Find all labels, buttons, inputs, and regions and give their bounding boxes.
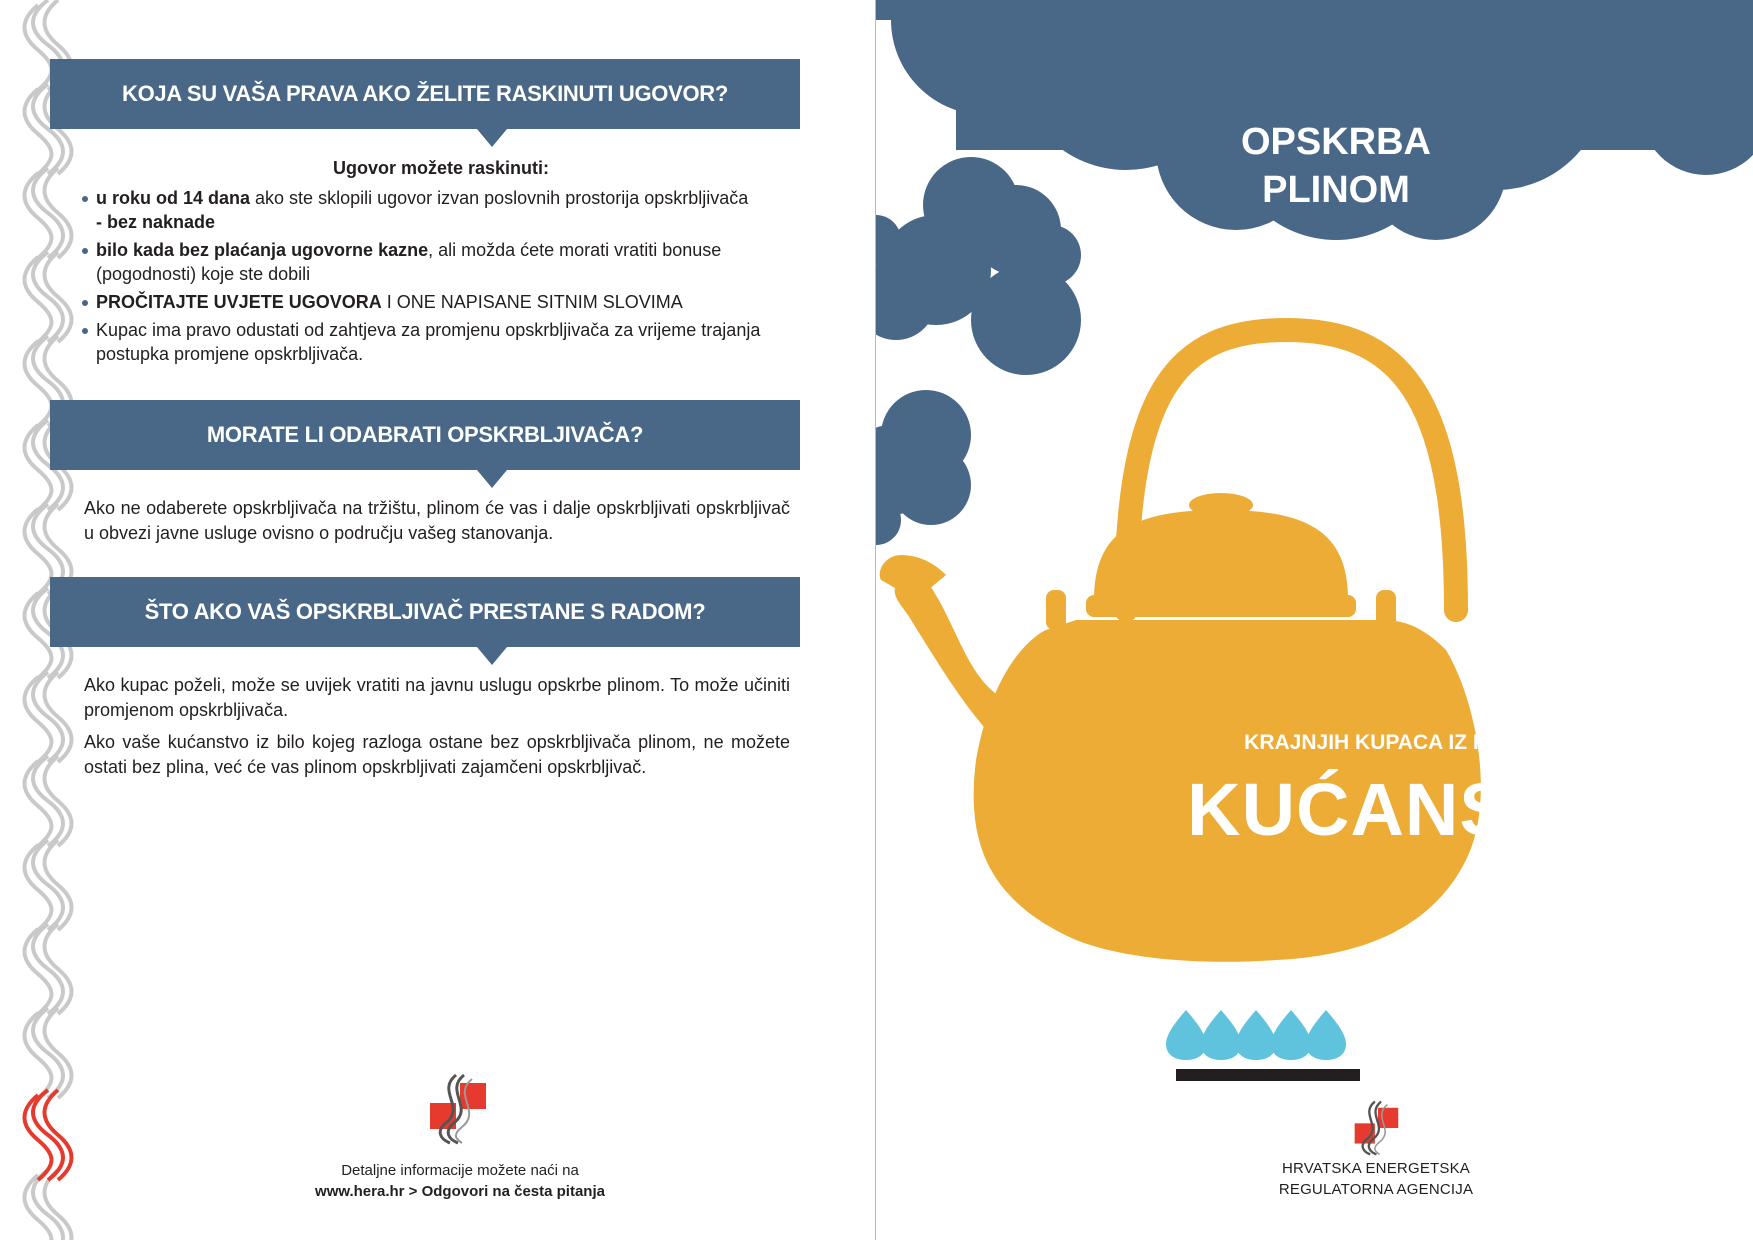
- list-item: Kupac ima pravo odustati od zahtjeva za promjenu opskrbljivača za vrijeme trajanja postupka promjene opskrbljivača.: [80, 318, 800, 366]
- footer-info: [300, 1160, 620, 1202]
- gas-flame-icon: [1166, 1010, 1346, 1060]
- list-item: u roku od 14 dana ako ste sklopili ugovor izvan poslovnih prostorija opskrbljivača - bez naknade: [80, 186, 800, 234]
- cover-subtitle: KRAJNJIH KUPACA IZ KATEGORIJE: [1244, 731, 1608, 754]
- section-choose-banner: [50, 400, 800, 470]
- hera-logo-icon: [430, 1073, 490, 1145]
- footer-link[interactable]: www.hera.hr > Odgovori na česta pitanja: [315, 1183, 605, 1200]
- rights-bullet-list: [80, 186, 800, 370]
- list-item: bilo kada bez plaćanja ugovorne kazne, ali možda ćete morati vratiti bonuse (pogodnosti) koje ste dobili: [80, 238, 800, 286]
- cover-title: OPSKRBA PLINOM: [1240, 121, 1432, 211]
- stop-paragraph-1: Ako kupac poželi, može se uvijek vratiti na javnu uslugu opskrbe plinom. To može učiniti promjenom opskrbljivača.: [84, 675, 790, 720]
- section-rights-title: KOJA SU VAŠA PRAVA AKO ŽELITE RASKINUTI UGOVOR?: [121, 81, 728, 106]
- left-page: [0, 0, 875, 1240]
- organization-name: HRVATSKA ENERGETSKA REGULATORNA AGENCIJA: [1278, 1160, 1474, 1198]
- stop-paragraph-2: Ako vaše kućanstvo iz bilo kojeg razloga ostane bez opskrbljivača plinom, ne možete ostati bez plina, već će vas plinom opskrbljivati zajamčeni opskrbljivač.: [84, 732, 790, 777]
- choose-paragraph: Ako ne odaberete opskrbljivača na tržištu, plinom će vas i dalje opskrbljivati opskrbljivač u obvezi javne usluge ovisno o području vašeg stanovanja.: [84, 498, 790, 543]
- terminate-subtitle: Ugovor možete raskinuti:: [332, 158, 550, 178]
- section-stop-banner: [50, 577, 800, 647]
- list-item: PROČITAJTE UVJETE UGOVORA I ONE NAPISANE SITNIM SLOVIMA: [80, 290, 800, 314]
- footer-line-1: Detaljne informacije možete naći na: [341, 1162, 579, 1179]
- cover-category: KUĆANSTVO: [1187, 768, 1665, 851]
- stop-paragraphs: [84, 673, 790, 787]
- cloud-icon: [876, 390, 971, 545]
- section-stop-title: ŠTO AKO VAŠ OPSKRBLJIVAČ PRESTANE S RADOM?: [144, 599, 706, 624]
- kettle-icon: [880, 330, 1481, 962]
- section-choose-title: MORATE LI ODABRATI OPSKRBLJIVAČA?: [206, 422, 644, 447]
- burner-bar-icon: [1176, 1069, 1360, 1081]
- hera-logo-icon: [1353, 1100, 1403, 1156]
- section-rights-banner: [50, 59, 800, 129]
- right-page: [876, 0, 1753, 1240]
- cloud-icon: [876, 157, 1081, 375]
